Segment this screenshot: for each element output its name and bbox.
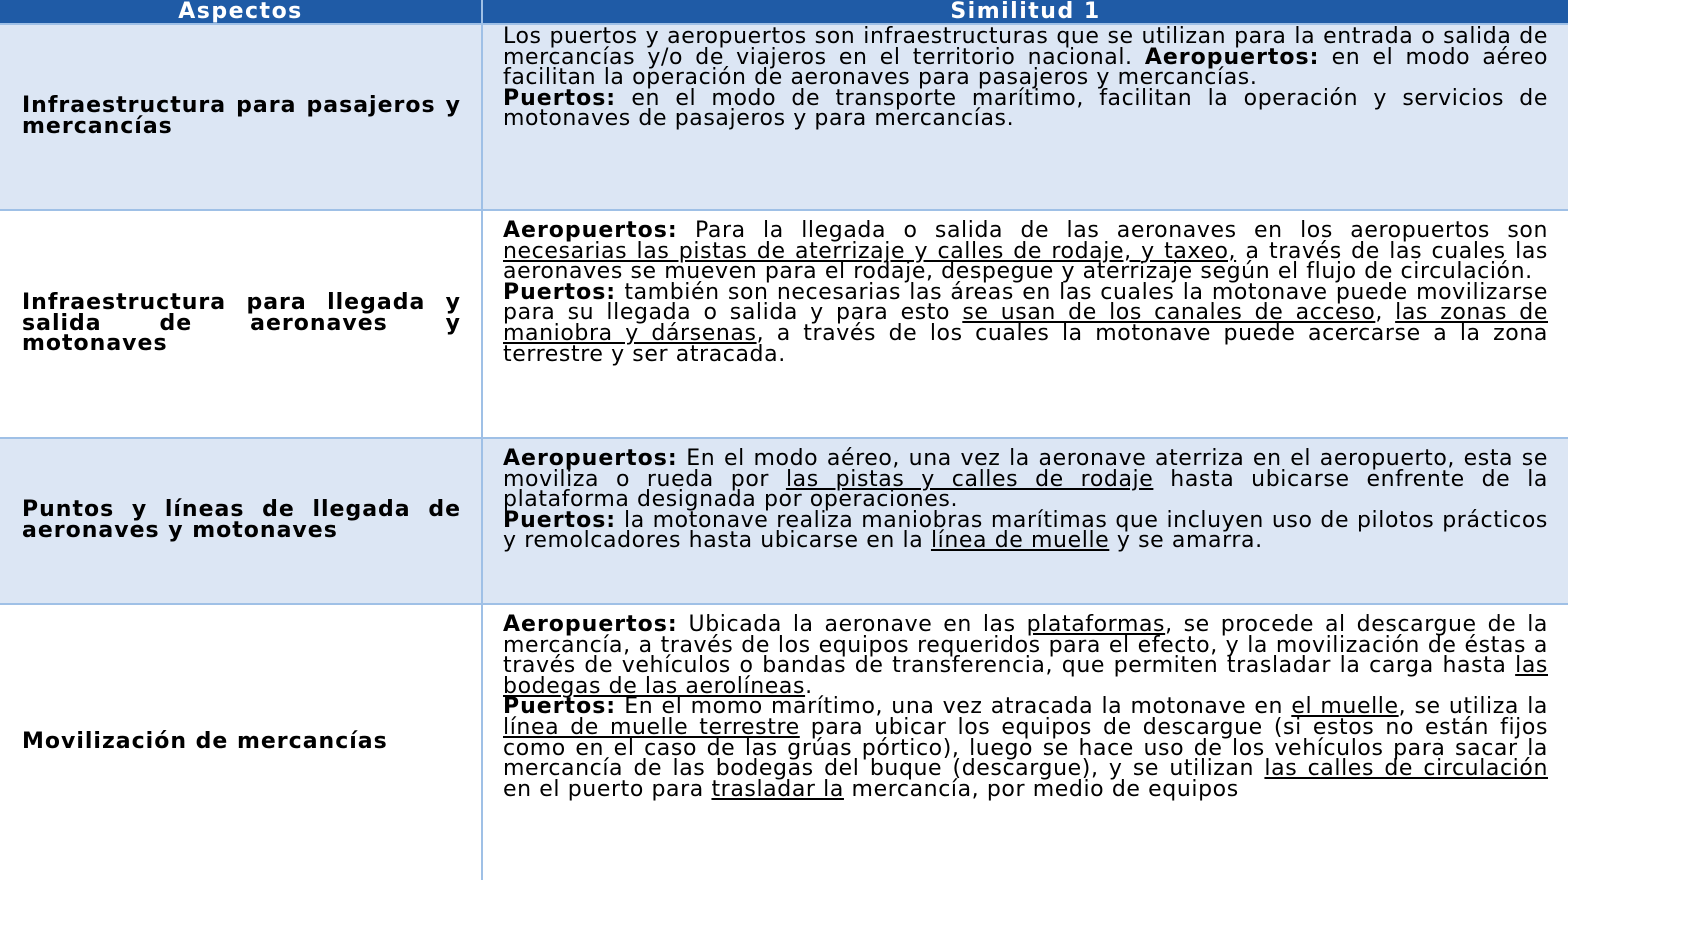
- section-label: Aeropuertos:: [1144, 44, 1320, 70]
- header-aspectos: Aspectos: [0, 0, 482, 24]
- body-text: , se procede al descargue de la mercancía, a través de los equipos requeridos para el efecto, y la movilización de éstas a través de vehículos o bandas de transferencia, que permiten trasladar la carga hasta: [503, 612, 1548, 679]
- underlined-text: necesarias las pistas de aterrizaje y calles de rodaje, y taxeo,: [503, 238, 1237, 264]
- body-text: , se utiliza la: [1398, 694, 1548, 720]
- description-cell: [482, 210, 1568, 438]
- description-cell: [482, 604, 1568, 880]
- underlined-text: línea de muelle terrestre: [503, 714, 800, 740]
- description-paragraph: [503, 24, 1548, 91]
- section-label: Aeropuertos:: [503, 612, 678, 637]
- table-row: [0, 604, 1568, 880]
- underlined-text: se usan de los canales de acceso: [962, 300, 1376, 326]
- body-text: ,: [1375, 300, 1396, 326]
- section-label: Puertos:: [503, 85, 617, 111]
- body-text: En el momo marítimo, una vez atracada la motonave en: [616, 694, 1292, 720]
- underlined-text: las pistas y calles de rodaje: [785, 466, 1154, 492]
- description-paragraph: [503, 279, 1549, 367]
- body-text: también son necesarias las áreas en las cuales la motonave puede movilizarse para su llegada o salida y para esto: [503, 279, 1548, 326]
- section-label: Puertos:: [503, 694, 617, 720]
- body-text: mercancía, por medio de equipos: [843, 776, 1239, 802]
- body-text: Los puertos y aeropuertos son infraestructuras que se utilizan para la entrada o salida de mercancías y/o de viajeros en el territorio nacional.: [503, 24, 1548, 70]
- aspect-cell: Infraestructura para pasajeros y mercancías: [0, 24, 482, 210]
- body-text: y se amarra.: [1109, 528, 1263, 554]
- description-cell: [482, 24, 1568, 210]
- description-paragraph: [503, 612, 1548, 699]
- underlined-text: las bodegas de las aerolíneas: [503, 653, 1548, 699]
- body-text: Para la llegada o salida de las aeronaves en los aeropuertos son: [677, 218, 1548, 243]
- body-text: En el modo aéreo, una vez la aeronave aterriza en el aeropuerto, esta se moviliza o rueda por: [503, 446, 1548, 492]
- section-label: Aeropuertos:: [503, 218, 678, 243]
- underlined-text: el muelle: [1291, 694, 1399, 720]
- description-paragraph: [503, 507, 1548, 554]
- section-label: Puertos:: [503, 507, 617, 533]
- description-paragraph: [503, 218, 1548, 285]
- description-paragraph: [503, 694, 1549, 802]
- body-text: .: [805, 673, 813, 699]
- aspect-cell: Movilización de mercancías: [0, 604, 482, 880]
- body-text: hasta ubicarse enfrente de la plataforma designada por operaciones.: [503, 466, 1548, 513]
- section-label: Puertos:: [503, 279, 617, 305]
- body-text: para ubicar los equipos de descargue (si estos no están fijos como en el caso de las grúas pórtico), luego se hace uso de los vehículos para sacar la mercancía de las bodegas del buque (descargue), y se utilizan: [503, 714, 1549, 782]
- body-text: en el puerto para: [503, 776, 712, 802]
- underlined-text: línea de muelle: [930, 528, 1110, 554]
- body-text: en el modo aéreo facilitan la operación de aeronaves para pasajeros y mercancías.: [503, 44, 1548, 91]
- body-text: a través de las cuales las aeronaves se mueven para el rodaje, despegue y aterrizaje según el flujo de circulación.: [503, 238, 1548, 285]
- body-text: la motonave realiza maniobras marítimas que incluyen uso de pilotos prácticos y remolcadores hasta ubicarse en la: [503, 507, 1548, 554]
- aspect-cell: Puntos y líneas de llegada de aeronaves y motonaves: [0, 438, 482, 604]
- underlined-text: trasladar la: [711, 776, 844, 802]
- body-text: Ubicada la aeronave en las: [677, 612, 1027, 637]
- section-label: Aeropuertos:: [503, 446, 678, 471]
- underlined-text: plataformas: [1026, 612, 1166, 637]
- table-row: [0, 438, 1568, 604]
- description-paragraph: [503, 446, 1548, 513]
- underlined-text: las zonas de maniobra y dársenas: [503, 300, 1549, 346]
- aspect-cell: Infraestructura para llegada y salida de aeronaves y motonaves: [0, 210, 482, 438]
- table-header-row: [0, 0, 1568, 24]
- body-text: en el modo de transporte marítimo, facilitan la operación y servicios de motonaves de pasajeros y para mercancías.: [503, 85, 1548, 132]
- description-cell: [482, 438, 1568, 604]
- table-row: [0, 210, 1568, 438]
- description-paragraph: [503, 85, 1548, 132]
- body-text: , a través de los cuales la motonave puede acercarse a la zona terrestre y ser atracada.: [503, 320, 1548, 367]
- table-row: [0, 24, 1568, 210]
- header-similitud: Similitud 1: [482, 0, 1568, 24]
- underlined-text: las calles de circulación: [1264, 756, 1548, 782]
